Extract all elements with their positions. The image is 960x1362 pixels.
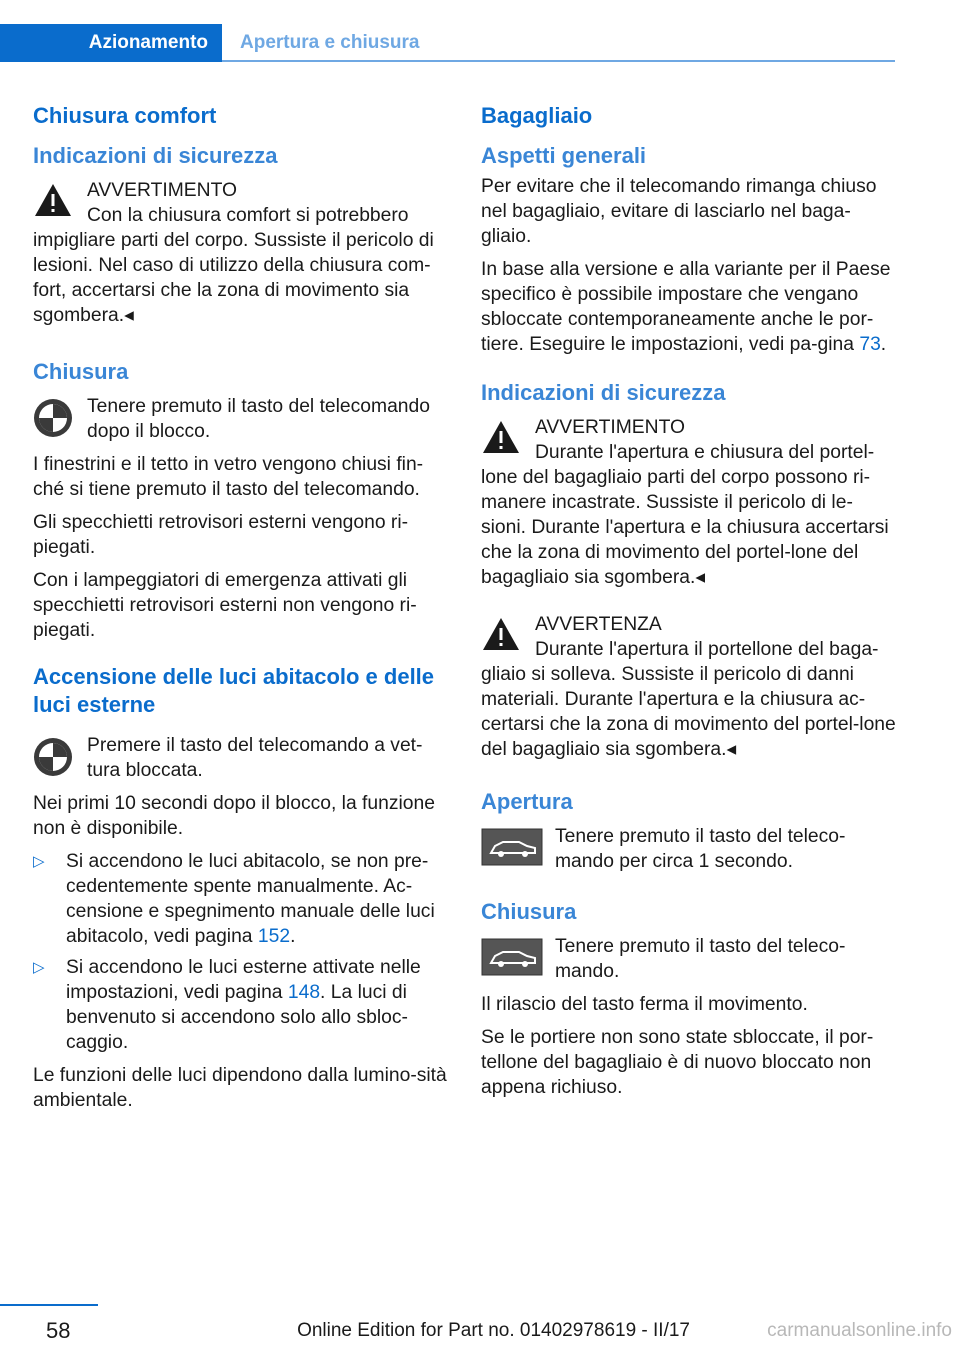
warning-triangle-icon xyxy=(481,616,521,652)
paragraph: I finestrini e il tetto in vetro vengono chiusi fin-ché si tiene premuto il tasto del telecomando. xyxy=(33,454,424,500)
lights-icon-block xyxy=(33,733,449,783)
triangle-bullet-icon: ▷ xyxy=(33,959,45,976)
header-tabs xyxy=(0,24,895,62)
heading-safety: Indicazioni di sicurezza xyxy=(481,380,726,405)
page-link-73[interactable]: 73 xyxy=(859,334,881,355)
heading-close: Chiusura xyxy=(481,899,577,924)
tab-underline xyxy=(222,60,895,62)
paragraph: Con i lampeggiatori di emergenza attivati gli specchietti retrovisori esterni non vengono ri-piegati. xyxy=(33,570,417,641)
paragraph: Il rilascio del tasto ferma il movimento. xyxy=(481,994,808,1015)
left-column xyxy=(33,102,449,1121)
page-number: 58 xyxy=(46,1318,71,1343)
close-icon-text: Tenere premuto il tasto del telecomando dopo il blocco. xyxy=(87,396,430,442)
paragraph: In base alla versione e alla variante per il Paese specifico è possibile impostare che vengano sbloccate contemporaneamente anche le por-tiere. Eseguire le impostazioni, vedi pa-gina 73. xyxy=(481,259,891,355)
heading-general: Aspetti generali xyxy=(481,143,647,168)
trunk-key-icon xyxy=(481,828,543,866)
paragraph: Se le portiere non sono state sbloccate, il por-tellone del bagagliaio è di nuovo bloccato non appena richiuso. xyxy=(481,1027,874,1098)
warning-triangle-icon xyxy=(481,419,521,455)
caution-block xyxy=(481,612,897,762)
list-item: ▷ Si accendono le luci esterne attivate nelle impostazioni, vedi pagina 148. La luci di benvenuto si accendono solo allo sbloc-caggio. xyxy=(33,957,421,1053)
footer-rule xyxy=(0,1304,98,1306)
heading-safety: Indicazioni di sicurezza xyxy=(33,143,278,168)
heading-trunk: Bagagliaio xyxy=(481,103,593,128)
close-icon-block xyxy=(33,394,449,444)
lights-icon-text: Premere il tasto del telecomando a vet-tura bloccata. xyxy=(87,735,423,781)
paragraph: Gli specchietti retrovisori esterni vengono ri-piegati. xyxy=(33,512,409,558)
heading-close: Chiusura xyxy=(33,359,129,384)
warning-title: AVVERTIMENTO xyxy=(87,180,237,201)
bmw-key-icon xyxy=(33,398,73,438)
close-icon-text: Tenere premuto il tasto del teleco-mando. xyxy=(555,936,846,982)
open-icon-block xyxy=(481,824,897,874)
watermark: carmanualsonline.info xyxy=(767,1320,952,1341)
trunk-key-icon xyxy=(481,938,543,976)
heading-open: Apertura xyxy=(481,789,573,814)
paragraph: Per evitare che il telecomando rimanga chiuso nel bagagliaio, evitare di lasciarlo nel baga-gliaio. xyxy=(481,176,877,247)
bmw-key-icon xyxy=(33,737,73,777)
right-column xyxy=(481,102,897,1108)
close-icon-block xyxy=(481,934,897,984)
page-link-148[interactable]: 148 xyxy=(287,982,321,1003)
heading-comfort-close: Chiusura comfort xyxy=(33,103,217,128)
warning-block xyxy=(33,178,449,328)
caution-text: Durante l'apertura il portellone del baga-gliaio si solleva. Sussiste il pericolo di danni materiali. Durante l'apertura e la chiusura ac-certarsi che la zona di movimento del portel-lone del bagagliaio sia sgombera.◂ xyxy=(481,639,896,760)
caution-title: AVVERTENZA xyxy=(535,614,662,635)
warning-text: Durante l'apertura e chiusura del portel-lone del bagagliaio parti del corpo possono ri-manere incastrate. Sussiste il pericolo di le-sioni. Durante l'apertura e la chiusura accertarsi che la zona di movimento del portel-lone del bagagliaio sia sgombera.◂ xyxy=(481,442,889,588)
edition-text: Online Edition for Part no. 01402978619 - II/17 xyxy=(297,1320,690,1341)
page-link-152[interactable]: 152 xyxy=(257,926,291,947)
warning-block xyxy=(481,415,897,590)
paragraph: Le funzioni delle luci dipendono dalla lumino-sità ambientale. xyxy=(33,1065,447,1111)
warning-text: Con la chiusura comfort si potrebbero impigliare parti del corpo. Sussiste il pericolo di lesioni. Nel caso di utilizzo della chiusura com-fort, accertarsi che la zona di movimento sia sgombera.◂ xyxy=(33,205,434,326)
tab-apertura-chiusura[interactable]: Apertura e chiusura xyxy=(240,32,420,53)
warning-title: AVVERTIMENTO xyxy=(535,417,685,438)
heading-lights: Accensione delle luci abitacolo e delle luci esterne xyxy=(33,664,435,717)
tab-azionamento[interactable]: Azionamento xyxy=(0,24,222,62)
warning-triangle-icon xyxy=(33,182,73,218)
triangle-bullet-icon: ▷ xyxy=(33,853,45,870)
paragraph: Nei primi 10 secondi dopo il blocco, la funzione non è disponibile. xyxy=(33,793,435,839)
bullet-list xyxy=(33,849,449,1055)
list-item: ▷ Si accendono le luci abitacolo, se non pre-cedentemente spente manualmente. Ac-censione e spegnimento manuale delle luci abitacolo, vedi pagina 152. xyxy=(33,851,435,947)
open-icon-text: Tenere premuto il tasto del teleco-mando per circa 1 secondo. xyxy=(555,826,846,872)
